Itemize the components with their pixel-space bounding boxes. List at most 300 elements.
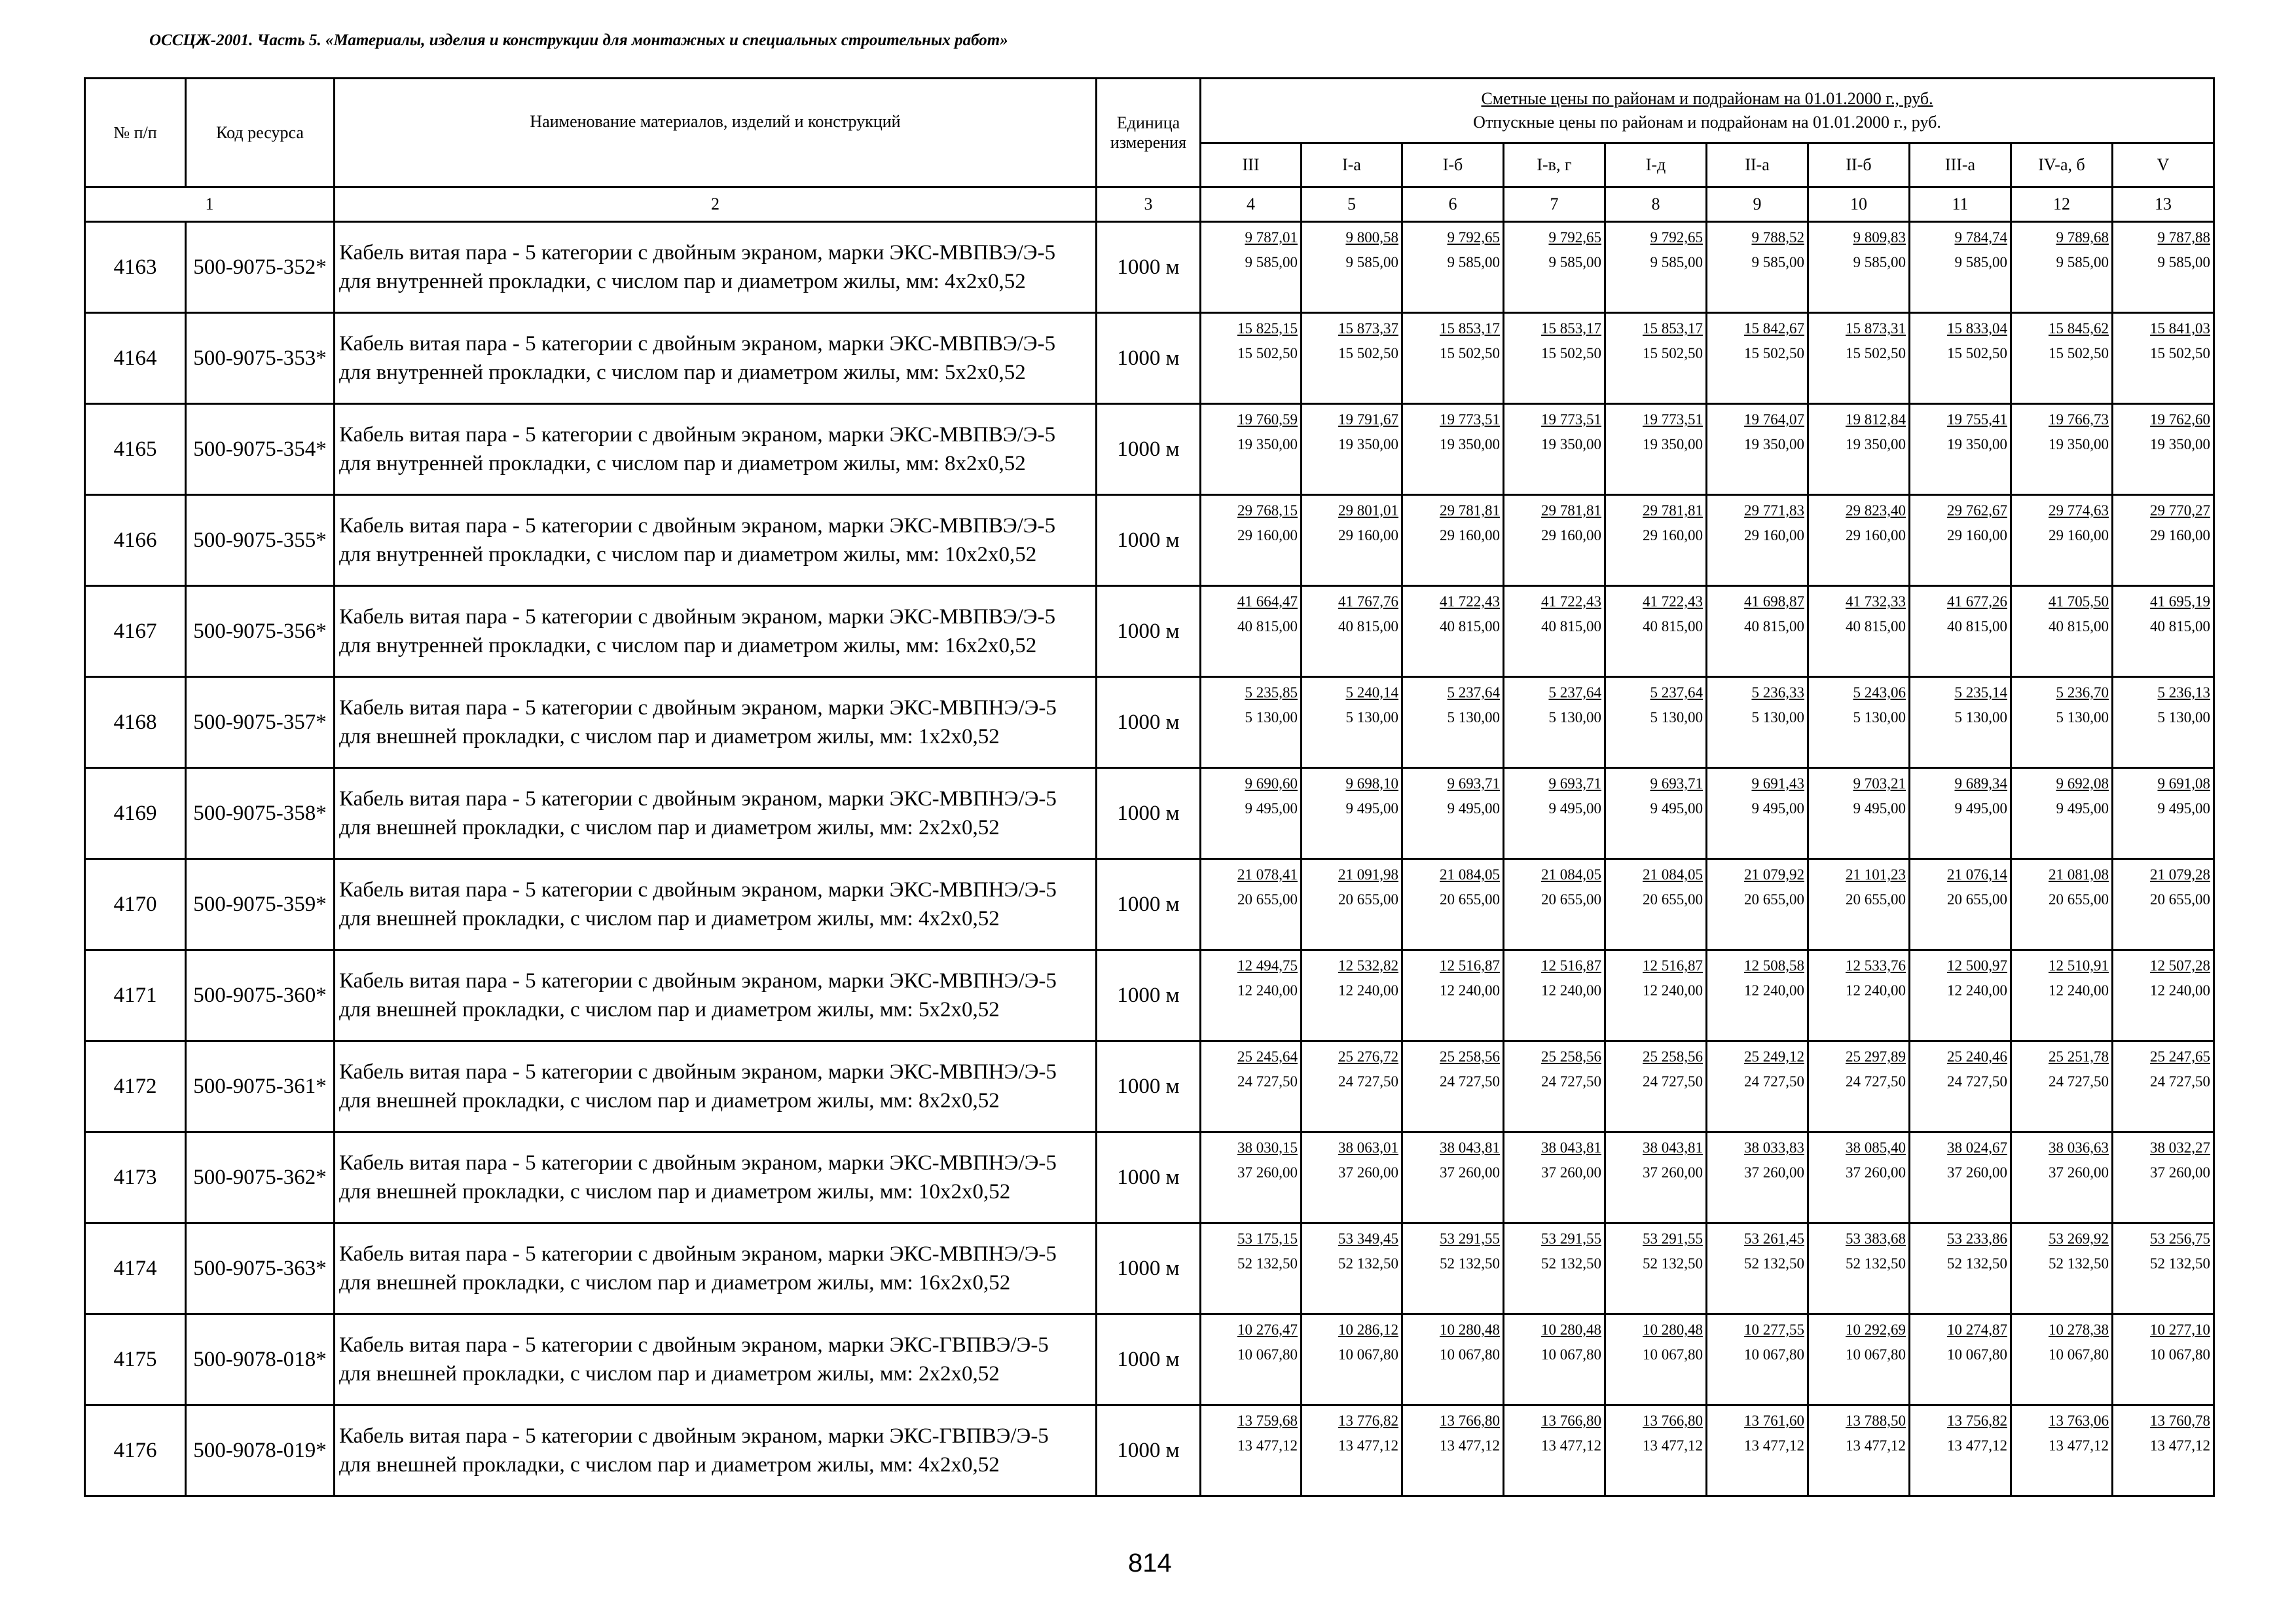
release-price: 29 160,00 bbox=[2049, 527, 2109, 544]
release-price: 9 585,00 bbox=[1954, 254, 2007, 270]
estimate-price: 41 677,26 bbox=[1947, 593, 2007, 610]
release-price: 40 815,00 bbox=[1744, 618, 1804, 635]
price-cell bbox=[1302, 768, 1402, 859]
release-price: 10 067,80 bbox=[2150, 1346, 2211, 1363]
item-name bbox=[335, 1132, 1097, 1223]
estimate-price: 21 091,98 bbox=[1338, 866, 1398, 883]
estimate-price: 38 043,81 bbox=[1643, 1139, 1703, 1156]
release-price: 12 240,00 bbox=[1338, 982, 1398, 999]
estimate-price: 25 258,56 bbox=[1643, 1048, 1703, 1065]
unit: 1000 м bbox=[1097, 677, 1201, 768]
price-cell bbox=[1504, 950, 1605, 1041]
release-price: 12 240,00 bbox=[2049, 982, 2109, 999]
estimate-price: 25 249,12 bbox=[1744, 1048, 1804, 1065]
item-name-line-2: для внешней прокладки, с числом пар и диаметром жилы, мм: 4х2х0,52 bbox=[339, 1453, 1000, 1477]
release-price: 37 260,00 bbox=[1338, 1164, 1398, 1181]
price-cell bbox=[1302, 1223, 1402, 1314]
estimate-price: 10 280,48 bbox=[1541, 1321, 1601, 1338]
price-cell bbox=[1402, 222, 1504, 313]
header-region: II-а bbox=[1707, 143, 1808, 187]
price-cell bbox=[1808, 768, 1910, 859]
estimate-price: 19 760,59 bbox=[1237, 411, 1298, 428]
estimate-price: 9 703,21 bbox=[1853, 775, 1906, 792]
unit: 1000 м bbox=[1097, 495, 1201, 586]
estimate-price: 13 761,60 bbox=[1744, 1412, 1804, 1429]
release-price: 9 585,00 bbox=[1650, 254, 1703, 270]
item-name bbox=[335, 586, 1097, 677]
price-cell bbox=[1402, 1041, 1504, 1132]
price-cell bbox=[1302, 1405, 1402, 1496]
release-price: 20 655,00 bbox=[1846, 891, 1906, 908]
price-cell bbox=[2113, 1314, 2214, 1405]
release-price: 19 350,00 bbox=[1237, 436, 1298, 452]
price-cell bbox=[1707, 495, 1808, 586]
unit: 1000 м bbox=[1097, 950, 1201, 1041]
item-name-line-1: Кабель витая пара - 5 категории с двойным экраном, марки ЭКС-МВПНЭ/Э-5 bbox=[339, 1151, 1057, 1175]
item-name-line-2: для внешней прокладки, с числом пар и диаметром жилы, мм: 4х2х0,52 bbox=[339, 907, 1000, 931]
estimate-price: 5 236,13 bbox=[2157, 684, 2211, 701]
estimate-price: 15 873,31 bbox=[1846, 320, 1906, 337]
price-cell bbox=[1201, 1314, 1302, 1405]
price-cell bbox=[2113, 313, 2214, 404]
estimate-price: 5 236,70 bbox=[2056, 684, 2109, 701]
release-price: 24 727,50 bbox=[1744, 1073, 1804, 1090]
table-row bbox=[85, 404, 2214, 495]
unit: 1000 м bbox=[1097, 1314, 1201, 1405]
release-price: 9 495,00 bbox=[1954, 800, 2007, 817]
release-price: 10 067,80 bbox=[1338, 1346, 1398, 1363]
estimate-price: 15 841,03 bbox=[2150, 320, 2211, 337]
release-price: 13 477,12 bbox=[1338, 1437, 1398, 1454]
item-name-line-1: Кабель витая пара - 5 категории с двойным экраном, марки ЭКС-МВПВЭ/Э-5 bbox=[339, 332, 1056, 356]
estimate-price: 15 845,62 bbox=[2049, 320, 2109, 337]
release-price: 5 130,00 bbox=[1245, 709, 1298, 726]
header-price-release: Отпускные цены по районам и подрайонам на 01.01.2000 г., руб. bbox=[1473, 113, 1941, 132]
item-name-line-1: Кабель витая пара - 5 категории с двойным экраном, марки ЭКС-МВПВЭ/Э-5 bbox=[339, 241, 1056, 265]
estimate-price: 38 063,01 bbox=[1338, 1139, 1398, 1156]
estimate-price: 10 280,48 bbox=[1643, 1321, 1703, 1338]
price-cell bbox=[1707, 1041, 1808, 1132]
price-cell bbox=[1504, 313, 1605, 404]
header-region: I-а bbox=[1302, 143, 1402, 187]
item-name-line-1: Кабель витая пара - 5 категории с двойным экраном, марки ЭКС-МВПНЭ/Э-5 bbox=[339, 969, 1057, 993]
estimate-price: 25 297,89 bbox=[1846, 1048, 1906, 1065]
release-price: 19 350,00 bbox=[1846, 436, 1906, 452]
estimate-price: 29 768,15 bbox=[1237, 502, 1298, 519]
release-price: 10 067,80 bbox=[1643, 1346, 1703, 1363]
price-cell bbox=[1402, 404, 1504, 495]
row-number: 4172 bbox=[85, 1041, 186, 1132]
estimate-price: 29 823,40 bbox=[1846, 502, 1906, 519]
estimate-price: 19 812,84 bbox=[1846, 411, 1906, 428]
price-cell bbox=[1910, 1314, 2011, 1405]
release-price: 13 477,12 bbox=[1846, 1437, 1906, 1454]
header-region: II-б bbox=[1808, 143, 1910, 187]
estimate-price: 9 693,71 bbox=[1548, 775, 1601, 792]
estimate-price: 38 024,67 bbox=[1947, 1139, 2007, 1156]
estimate-price: 21 101,23 bbox=[1846, 866, 1906, 883]
release-price: 29 160,00 bbox=[1846, 527, 1906, 544]
release-price: 9 585,00 bbox=[1447, 254, 1500, 270]
resource-code: 500-9075-363* bbox=[186, 1223, 335, 1314]
item-name-line-2: для внутренней прокладки, с числом пар и диаметром жилы, мм: 16х2х0,52 bbox=[339, 634, 1037, 657]
release-price: 9 585,00 bbox=[1245, 254, 1298, 270]
column-number: 9 bbox=[1707, 187, 1808, 222]
unit: 1000 м bbox=[1097, 222, 1201, 313]
table-row bbox=[85, 768, 2214, 859]
release-price: 12 240,00 bbox=[1440, 982, 1500, 999]
price-cell bbox=[1910, 313, 2011, 404]
row-number: 4168 bbox=[85, 677, 186, 768]
estimate-price: 15 833,04 bbox=[1947, 320, 2007, 337]
row-number: 4176 bbox=[85, 1405, 186, 1496]
release-price: 37 260,00 bbox=[2150, 1164, 2211, 1181]
item-name-line-2: для внутренней прокладки, с числом пар и диаметром жилы, мм: 10х2х0,52 bbox=[339, 543, 1037, 566]
header-name: Наименование материалов, изделий и конструкций bbox=[335, 79, 1097, 187]
release-price: 19 350,00 bbox=[1338, 436, 1398, 452]
estimate-price: 21 084,05 bbox=[1541, 866, 1601, 883]
item-name-line-1: Кабель витая пара - 5 категории с двойным экраном, марки ЭКС-МВПНЭ/Э-5 bbox=[339, 1060, 1057, 1084]
price-cell bbox=[1504, 586, 1605, 677]
price-cell bbox=[1707, 313, 1808, 404]
estimate-price: 29 774,63 bbox=[2049, 502, 2109, 519]
estimate-price: 5 240,14 bbox=[1345, 684, 1398, 701]
estimate-price: 25 251,78 bbox=[2049, 1048, 2109, 1065]
release-price: 37 260,00 bbox=[1440, 1164, 1500, 1181]
release-price: 40 815,00 bbox=[1643, 618, 1703, 635]
release-price: 19 350,00 bbox=[2049, 436, 2109, 452]
price-cell bbox=[1910, 1041, 2011, 1132]
estimate-price: 9 691,08 bbox=[2157, 775, 2211, 792]
price-cell bbox=[1402, 950, 1504, 1041]
release-price: 19 350,00 bbox=[1947, 436, 2007, 452]
estimate-price: 13 766,80 bbox=[1440, 1412, 1500, 1429]
item-name-line-1: Кабель витая пара - 5 категории с двойным экраном, марки ЭКС-МВПВЭ/Э-5 bbox=[339, 423, 1056, 447]
price-cell bbox=[1302, 495, 1402, 586]
header-region: I-б bbox=[1402, 143, 1504, 187]
release-price: 10 067,80 bbox=[1947, 1346, 2007, 1363]
price-cell bbox=[1504, 1405, 1605, 1496]
price-cell bbox=[1808, 1041, 1910, 1132]
release-price: 52 132,50 bbox=[2049, 1255, 2109, 1272]
estimate-price: 13 776,82 bbox=[1338, 1412, 1398, 1429]
price-cell bbox=[1504, 859, 1605, 950]
row-number: 4165 bbox=[85, 404, 186, 495]
estimate-price: 41 698,87 bbox=[1744, 593, 1804, 610]
estimate-price: 25 258,56 bbox=[1440, 1048, 1500, 1065]
release-price: 40 815,00 bbox=[1440, 618, 1500, 635]
estimate-price: 29 781,81 bbox=[1440, 502, 1500, 519]
unit: 1000 м bbox=[1097, 1132, 1201, 1223]
price-cell bbox=[2113, 586, 2214, 677]
release-price: 13 477,12 bbox=[1440, 1437, 1500, 1454]
estimate-price: 12 494,75 bbox=[1237, 957, 1298, 974]
estimate-price: 38 036,63 bbox=[2049, 1139, 2109, 1156]
price-cell bbox=[2113, 1041, 2214, 1132]
estimate-price: 12 516,87 bbox=[1440, 957, 1500, 974]
release-price: 9 495,00 bbox=[1245, 800, 1298, 817]
estimate-price: 9 692,08 bbox=[2056, 775, 2109, 792]
estimate-price: 15 842,67 bbox=[1744, 320, 1804, 337]
price-cell bbox=[1402, 1223, 1504, 1314]
release-price: 24 727,50 bbox=[1947, 1073, 2007, 1090]
estimate-price: 5 235,85 bbox=[1245, 684, 1298, 701]
release-price: 10 067,80 bbox=[1440, 1346, 1500, 1363]
row-number: 4174 bbox=[85, 1223, 186, 1314]
release-price: 10 067,80 bbox=[1744, 1346, 1804, 1363]
item-name-line-2: для внешней прокладки, с числом пар и диаметром жилы, мм: 2х2х0,52 bbox=[339, 816, 1000, 840]
unit: 1000 м bbox=[1097, 1405, 1201, 1496]
item-name bbox=[335, 1223, 1097, 1314]
row-number: 4164 bbox=[85, 313, 186, 404]
estimate-price: 53 233,86 bbox=[1947, 1230, 2007, 1247]
table-row bbox=[85, 677, 2214, 768]
estimate-price: 53 383,68 bbox=[1846, 1230, 1906, 1247]
estimate-price: 41 705,50 bbox=[2049, 593, 2109, 610]
column-number: 3 bbox=[1097, 187, 1201, 222]
estimate-price: 41 722,43 bbox=[1440, 593, 1500, 610]
estimate-price: 10 277,55 bbox=[1744, 1321, 1804, 1338]
resource-code: 500-9075-360* bbox=[186, 950, 335, 1041]
price-cell bbox=[1605, 404, 1707, 495]
column-number: 1 bbox=[85, 187, 335, 222]
price-cell bbox=[2011, 313, 2113, 404]
estimate-price: 13 788,50 bbox=[1846, 1412, 1906, 1429]
release-price: 37 260,00 bbox=[2049, 1164, 2109, 1181]
price-cell bbox=[1808, 1405, 1910, 1496]
estimate-price: 13 763,06 bbox=[2049, 1412, 2109, 1429]
price-cell bbox=[1201, 586, 1302, 677]
unit: 1000 м bbox=[1097, 313, 1201, 404]
release-price: 40 815,00 bbox=[1237, 618, 1298, 635]
release-price: 19 350,00 bbox=[1643, 436, 1703, 452]
release-price: 5 130,00 bbox=[1345, 709, 1398, 726]
price-cell bbox=[1201, 859, 1302, 950]
price-cell bbox=[1201, 1405, 1302, 1496]
estimate-price: 13 766,80 bbox=[1541, 1412, 1601, 1429]
estimate-price: 38 032,27 bbox=[2150, 1139, 2211, 1156]
price-cell bbox=[2011, 404, 2113, 495]
price-cell bbox=[2011, 859, 2113, 950]
price-cell bbox=[1605, 1132, 1707, 1223]
estimate-price: 29 801,01 bbox=[1338, 502, 1398, 519]
estimate-price: 41 767,76 bbox=[1338, 593, 1398, 610]
unit: 1000 м bbox=[1097, 1223, 1201, 1314]
estimate-price: 19 755,41 bbox=[1947, 411, 2007, 428]
price-cell bbox=[2113, 859, 2214, 950]
estimate-price: 41 722,43 bbox=[1541, 593, 1601, 610]
release-price: 15 502,50 bbox=[1643, 345, 1703, 361]
estimate-price: 12 500,97 bbox=[1947, 957, 2007, 974]
release-price: 52 132,50 bbox=[1440, 1255, 1500, 1272]
price-cell bbox=[1302, 950, 1402, 1041]
release-price: 40 815,00 bbox=[2150, 618, 2211, 635]
release-price: 12 240,00 bbox=[1237, 982, 1298, 999]
price-cell bbox=[1402, 495, 1504, 586]
item-name bbox=[335, 404, 1097, 495]
price-cell bbox=[1910, 495, 2011, 586]
release-price: 5 130,00 bbox=[1853, 709, 1906, 726]
release-price: 15 502,50 bbox=[1338, 345, 1398, 361]
price-cell bbox=[1707, 950, 1808, 1041]
estimate-price: 9 787,88 bbox=[2157, 229, 2211, 246]
resource-code: 500-9075-355* bbox=[186, 495, 335, 586]
price-cell bbox=[1201, 222, 1302, 313]
price-cell bbox=[1910, 404, 2011, 495]
resource-code: 500-9078-018* bbox=[186, 1314, 335, 1405]
release-price: 10 067,80 bbox=[2049, 1346, 2109, 1363]
estimate-price: 19 766,73 bbox=[2049, 411, 2109, 428]
release-price: 9 495,00 bbox=[2056, 800, 2109, 817]
table-row bbox=[85, 495, 2214, 586]
estimate-price: 41 664,47 bbox=[1237, 593, 1298, 610]
price-cell bbox=[1605, 1041, 1707, 1132]
release-price: 9 585,00 bbox=[1853, 254, 1906, 270]
estimate-price: 25 245,64 bbox=[1237, 1048, 1298, 1065]
price-cell bbox=[1302, 586, 1402, 677]
price-cell bbox=[1201, 313, 1302, 404]
release-price: 37 260,00 bbox=[1237, 1164, 1298, 1181]
price-cell bbox=[1302, 1132, 1402, 1223]
release-price: 29 160,00 bbox=[1744, 527, 1804, 544]
table-row bbox=[85, 1405, 2214, 1496]
row-number: 4166 bbox=[85, 495, 186, 586]
item-name bbox=[335, 677, 1097, 768]
item-name-line-2: для внутренней прокладки, с числом пар и диаметром жилы, мм: 8х2х0,52 bbox=[339, 452, 1026, 475]
column-number: 2 bbox=[335, 187, 1097, 222]
estimate-price: 9 789,68 bbox=[2056, 229, 2109, 246]
estimate-price: 29 770,27 bbox=[2150, 502, 2211, 519]
release-price: 29 160,00 bbox=[2150, 527, 2211, 544]
estimate-price: 29 781,81 bbox=[1541, 502, 1601, 519]
release-price: 20 655,00 bbox=[1744, 891, 1804, 908]
column-number: 8 bbox=[1605, 187, 1707, 222]
estimate-price: 10 292,69 bbox=[1846, 1321, 1906, 1338]
price-cell bbox=[1910, 950, 2011, 1041]
item-name bbox=[335, 859, 1097, 950]
release-price: 13 477,12 bbox=[2150, 1437, 2211, 1454]
release-price: 15 502,50 bbox=[2150, 345, 2211, 361]
column-number: 13 bbox=[2113, 187, 2214, 222]
price-cell bbox=[1302, 313, 1402, 404]
release-price: 15 502,50 bbox=[1947, 345, 2007, 361]
estimate-price: 53 291,55 bbox=[1440, 1230, 1500, 1247]
estimate-price: 13 766,80 bbox=[1643, 1412, 1703, 1429]
release-price: 37 260,00 bbox=[1947, 1164, 2007, 1181]
estimate-price: 9 788,52 bbox=[1751, 229, 1804, 246]
estimate-price: 19 791,67 bbox=[1338, 411, 1398, 428]
row-number: 4163 bbox=[85, 222, 186, 313]
release-price: 52 132,50 bbox=[2150, 1255, 2211, 1272]
price-cell bbox=[1302, 1041, 1402, 1132]
price-cell bbox=[2011, 222, 2113, 313]
release-price: 24 727,50 bbox=[1440, 1073, 1500, 1090]
estimate-price: 13 759,68 bbox=[1237, 1412, 1298, 1429]
estimate-price: 41 695,19 bbox=[2150, 593, 2211, 610]
header-region: III bbox=[1201, 143, 1302, 187]
price-cell bbox=[1808, 404, 1910, 495]
release-price: 9 495,00 bbox=[1853, 800, 1906, 817]
estimate-price: 9 792,65 bbox=[1650, 229, 1703, 246]
price-cell bbox=[1910, 1132, 2011, 1223]
estimate-price: 25 247,65 bbox=[2150, 1048, 2211, 1065]
item-name bbox=[335, 495, 1097, 586]
item-name-line-2: для внутренней прокладки, с числом пар и диаметром жилы, мм: 4х2х0,52 bbox=[339, 270, 1026, 293]
release-price: 20 655,00 bbox=[1237, 891, 1298, 908]
price-cell bbox=[1504, 677, 1605, 768]
price-cell bbox=[2113, 222, 2214, 313]
estimate-price: 25 276,72 bbox=[1338, 1048, 1398, 1065]
item-name bbox=[335, 950, 1097, 1041]
price-cell bbox=[1504, 1041, 1605, 1132]
price-table bbox=[84, 77, 2215, 1497]
price-cell bbox=[1707, 404, 1808, 495]
release-price: 15 502,50 bbox=[1846, 345, 1906, 361]
estimate-price: 5 243,06 bbox=[1853, 684, 1906, 701]
column-number: 5 bbox=[1302, 187, 1402, 222]
item-name-line-2: для внешней прокладки, с числом пар и диаметром жилы, мм: 1х2х0,52 bbox=[339, 725, 1000, 748]
estimate-price: 21 079,28 bbox=[2150, 866, 2211, 883]
price-cell bbox=[1910, 586, 2011, 677]
price-cell bbox=[1808, 859, 1910, 950]
estimate-price: 19 762,60 bbox=[2150, 411, 2211, 428]
price-cell bbox=[1504, 1132, 1605, 1223]
release-price: 29 160,00 bbox=[1947, 527, 2007, 544]
estimate-price: 9 693,71 bbox=[1650, 775, 1703, 792]
release-price: 29 160,00 bbox=[1338, 527, 1398, 544]
resource-code: 500-9075-353* bbox=[186, 313, 335, 404]
price-cell bbox=[1402, 1132, 1504, 1223]
column-number: 12 bbox=[2011, 187, 2113, 222]
price-cell bbox=[1402, 859, 1504, 950]
estimate-price: 10 276,47 bbox=[1237, 1321, 1298, 1338]
item-name-line-1: Кабель витая пара - 5 категории с двойным экраном, марки ЭКС-МВПНЭ/Э-5 bbox=[339, 1242, 1057, 1266]
item-name-line-1: Кабель витая пара - 5 категории с двойным экраном, марки ЭКС-МВПНЭ/Э-5 bbox=[339, 787, 1057, 811]
release-price: 24 727,50 bbox=[2150, 1073, 2211, 1090]
item-name bbox=[335, 1041, 1097, 1132]
estimate-price: 9 693,71 bbox=[1447, 775, 1500, 792]
estimate-price: 53 291,55 bbox=[1643, 1230, 1703, 1247]
price-cell bbox=[1910, 222, 2011, 313]
release-price: 52 132,50 bbox=[1338, 1255, 1398, 1272]
estimate-price: 21 084,05 bbox=[1440, 866, 1500, 883]
estimate-price: 5 235,14 bbox=[1954, 684, 2007, 701]
price-cell bbox=[2011, 768, 2113, 859]
estimate-price: 13 756,82 bbox=[1947, 1412, 2007, 1429]
price-cell bbox=[1402, 313, 1504, 404]
release-price: 19 350,00 bbox=[2150, 436, 2211, 452]
estimate-price: 21 081,08 bbox=[2049, 866, 2109, 883]
release-price: 20 655,00 bbox=[1643, 891, 1703, 908]
estimate-price: 15 853,17 bbox=[1541, 320, 1601, 337]
price-cell bbox=[1504, 495, 1605, 586]
estimate-price: 12 507,28 bbox=[2150, 957, 2211, 974]
price-cell bbox=[1201, 404, 1302, 495]
price-cell bbox=[1808, 313, 1910, 404]
resource-code: 500-9075-354* bbox=[186, 404, 335, 495]
release-price: 13 477,12 bbox=[1541, 1437, 1601, 1454]
release-price: 9 585,00 bbox=[1548, 254, 1601, 270]
estimate-price: 12 533,76 bbox=[1846, 957, 1906, 974]
estimate-price: 25 240,46 bbox=[1947, 1048, 2007, 1065]
unit: 1000 м bbox=[1097, 768, 1201, 859]
header-region: III-а bbox=[1910, 143, 2011, 187]
release-price: 24 727,50 bbox=[1541, 1073, 1601, 1090]
release-price: 40 815,00 bbox=[2049, 618, 2109, 635]
price-cell bbox=[2011, 586, 2113, 677]
price-cell bbox=[1605, 495, 1707, 586]
price-cell bbox=[1402, 677, 1504, 768]
